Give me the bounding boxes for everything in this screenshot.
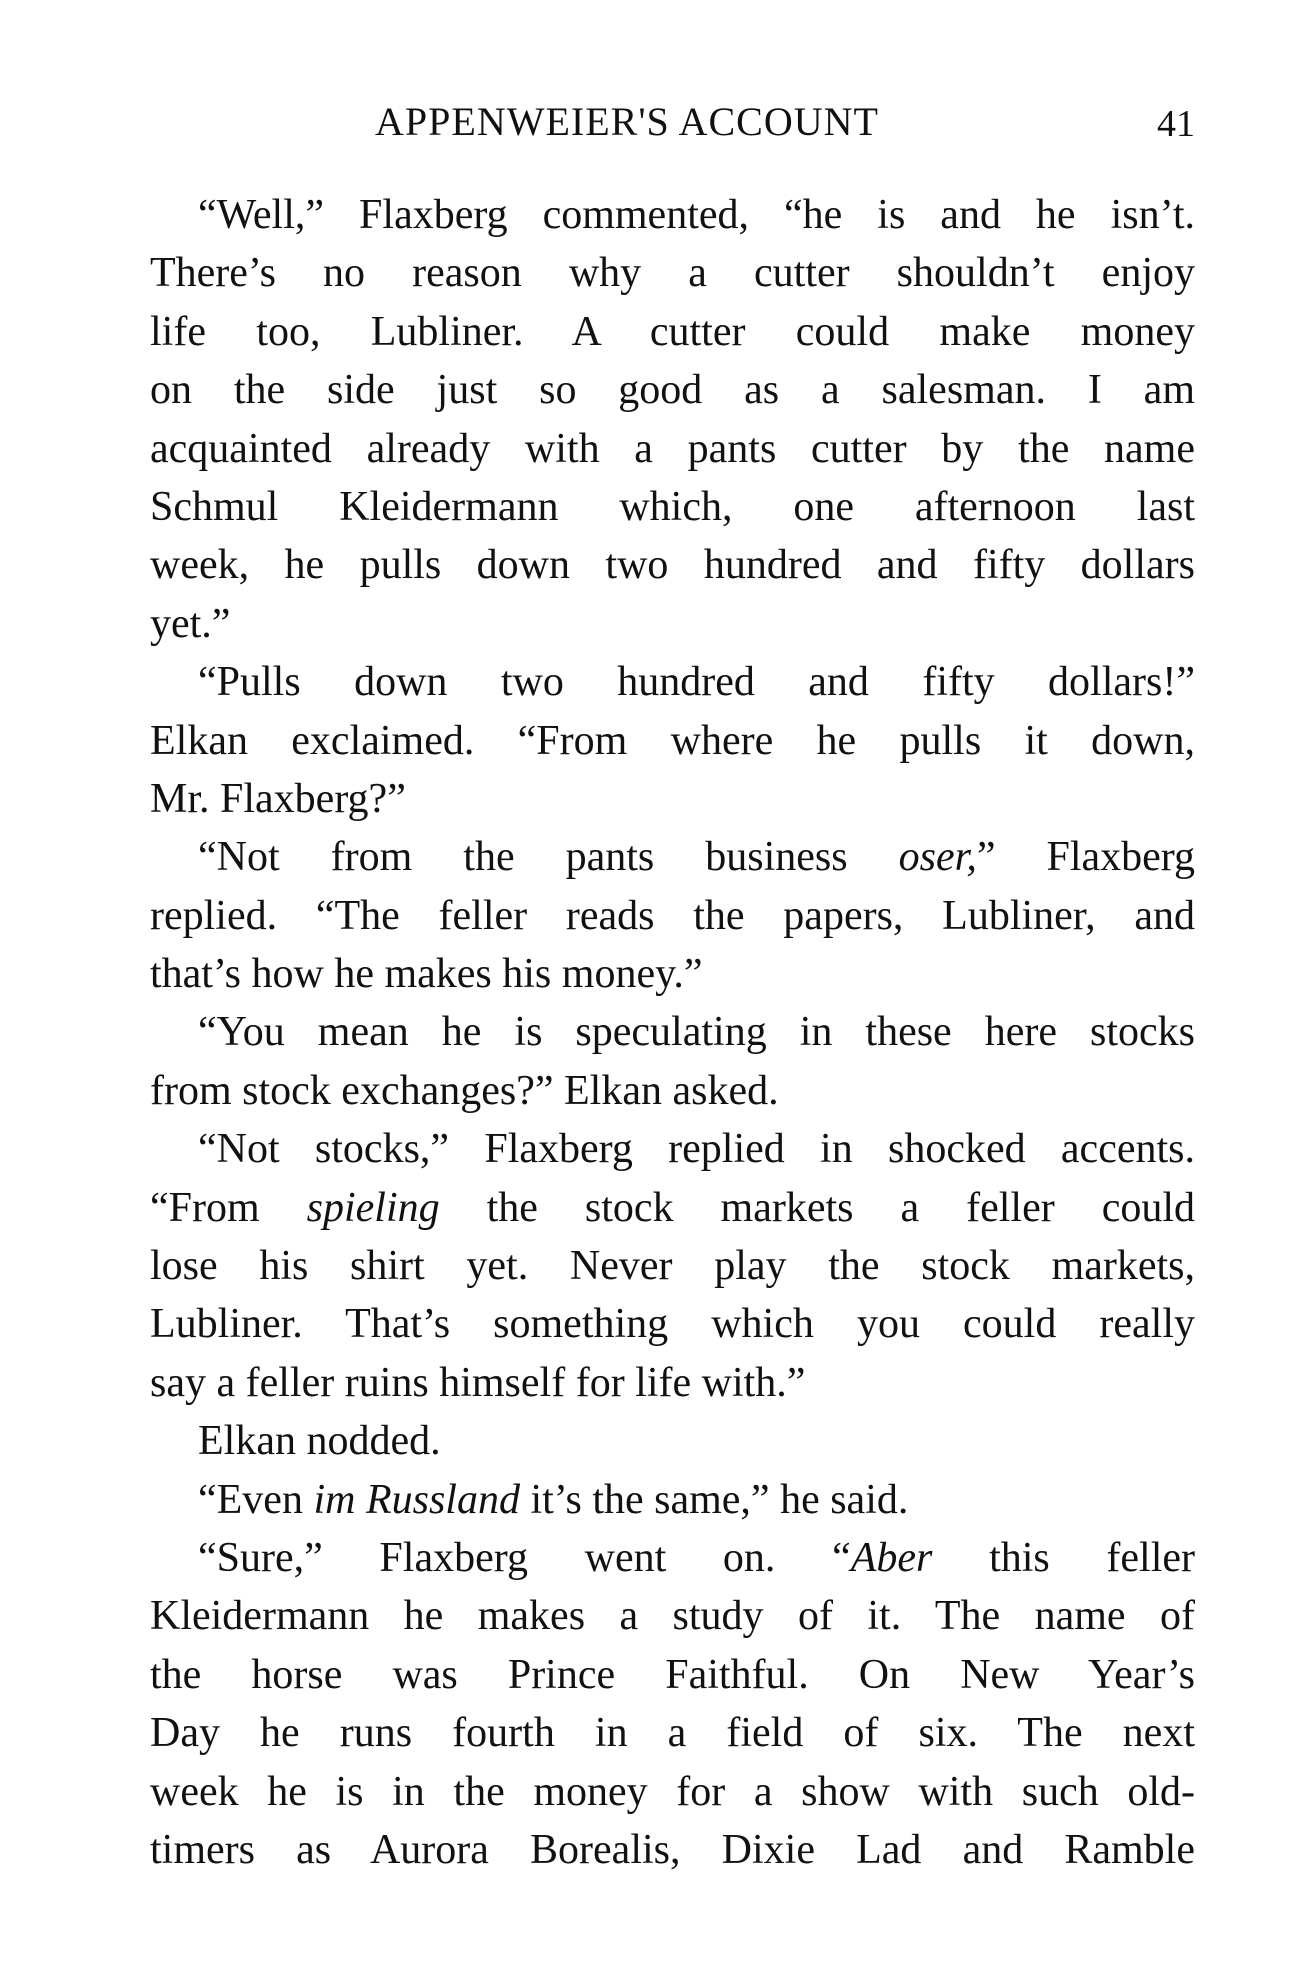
running-head — [0, 98, 1307, 158]
text-line: lose his shirt yet. Never play the stock markets, — [150, 1243, 1195, 1290]
text-line: week he is in the money for a show with such old- — [150, 1768, 1195, 1815]
italic-phrase: im Russland — [313, 1476, 520, 1523]
text-line-mixed — [150, 828, 1195, 886]
text-line: Kleidermann he makes a study of it. The name of — [150, 1593, 1195, 1640]
body-text — [150, 186, 1195, 1879]
italic-word: Aber — [850, 1534, 933, 1581]
text-line: say a feller ruins himself for life with.” — [150, 1359, 806, 1406]
text-segment: “Even — [198, 1476, 303, 1523]
text-segment: the stock markets a feller could — [486, 1184, 1195, 1231]
text-line: Day he runs fourth in a field of six. The next — [150, 1710, 1195, 1757]
text-line: yet.” — [150, 600, 231, 647]
text-line: life too, Lubliner. A cutter could make money — [150, 308, 1195, 355]
text-line: from stock exchanges?” Elkan asked. — [150, 1067, 779, 1114]
text-line: that’s how he makes his money.” — [150, 951, 703, 998]
text-line-mixed — [150, 1471, 1195, 1529]
text-line: “Well,” Flaxberg commented, “he is and he isn’t. — [198, 192, 1195, 238]
text-segment: ” Flaxberg — [976, 834, 1195, 881]
text-segment: “From — [150, 1184, 260, 1231]
text-line: replied. “The feller reads the papers, Lubliner, and — [150, 892, 1195, 939]
running-title: APPENWEIER'S ACCOUNT — [375, 99, 879, 144]
italic-word: spieling — [306, 1184, 440, 1231]
text-segment: “Not from the pants business — [198, 834, 848, 881]
text-line-mixed — [150, 1179, 1195, 1237]
text-line: There’s no reason why a cutter shouldn’t enjoy — [150, 250, 1195, 297]
text-line: the horse was Prince Faithful. On New Year’s — [150, 1651, 1195, 1698]
text-line: “You mean he is speculating in these here stocks — [198, 1009, 1195, 1056]
text-line: Mr. Flaxberg?” — [150, 775, 406, 822]
text-line: Lubliner. That’s something which you could really — [150, 1301, 1195, 1348]
text-line: acquainted already with a pants cutter by the name — [150, 425, 1195, 472]
text-line: week, he pulls down two hundred and fifty dollars — [150, 542, 1195, 589]
text-line-mixed — [150, 1529, 1195, 1587]
text-segment: it’s the same,” he said. — [530, 1476, 909, 1523]
text-line: on the side just so good as a salesman. I am — [150, 367, 1195, 414]
text-line: “Not stocks,” Flaxberg replied in shocked accents. — [198, 1126, 1195, 1173]
italic-word: oser, — [898, 834, 977, 881]
text-segment: “Sure,” Flaxberg went on. “ — [198, 1534, 851, 1581]
text-line: Elkan exclaimed. “From where he pulls it down, — [150, 717, 1195, 764]
text-line: “Pulls down two hundred and fifty dollars!” — [198, 659, 1195, 706]
page-number: 41 — [1157, 103, 1195, 145]
text-segment: this feller — [989, 1534, 1195, 1581]
text-line: Schmul Kleidermann which, one afternoon last — [150, 483, 1195, 530]
text-line: Elkan nodded. — [198, 1418, 441, 1465]
text-line: timers as Aurora Borealis, Dixie Lad and Ramble — [150, 1826, 1195, 1873]
